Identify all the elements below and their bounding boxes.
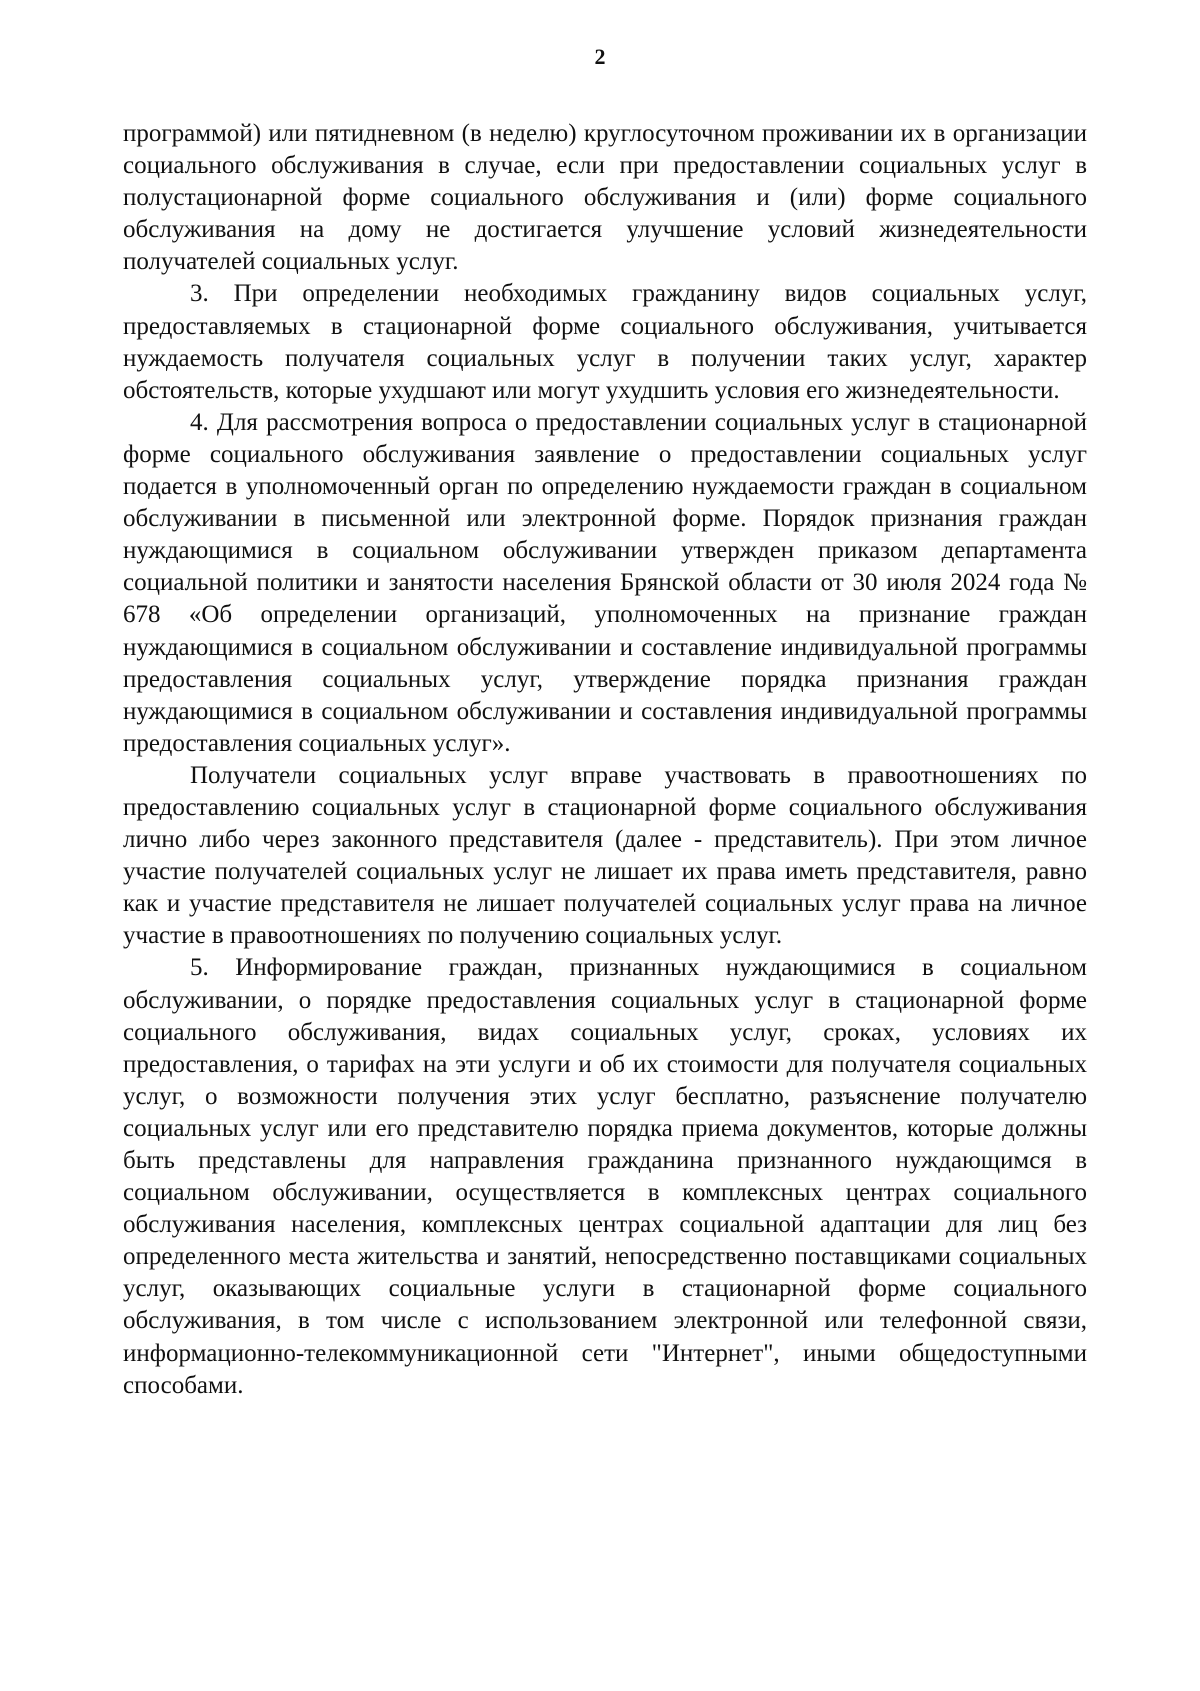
paragraph-continuation: программой) или пятидневном (в неделю) круглосуточном проживании их в организации социального обслуживания в случае, если при предоставлении социальных услуг в полустационарной форме социального обслуживания и (или) форме социального обслуживания на дому не достигается улучшение условий жизнедеятельности получателей социальных услуг. — [123, 120, 1087, 276]
paragraph-item-3: 3. При определении необходимых гражданину видов социальных услуг, предоставляемых в стационарной форме социального обслуживания, учитывается нуждаемость получателя социальных услуг в получении таких услуг, характер обстоятельств, которые ухудшают или могут ухудшить условия его жизнедеятельности. — [123, 280, 1087, 404]
paragraph-item-5: 5. Информирование граждан, признанных нуждающимися в социальном обслуживании, о порядке предоставления социальных услуг в стационарной форме социального обслуживания, видах социальных услуг, сроках, условиях их предоставления, о тарифах на эти услуги и об их стоимости для получателя социальных услуг, о возможности получения этих услуг бесплатно, разъяснение получателю социальных услуг или его представителю порядка приема документов, которые должны быть представлены для направления гражданина признанного нуждающимся в социальном обслуживании, осуществляется в комплексных центрах социального обслуживания населения, комплексных центрах социальной адаптации для лиц без определенного места жительства и занятий, непосредственно поставщиками социальных услуг, оказывающих социальные услуги в стационарной форме социального обслуживания, в том числе с использованием электронной или телефонной связи, информационно-телекоммуникационной сети "Интернет", иными общедоступными способами. — [123, 954, 1087, 1399]
page-number: 2 — [594, 44, 606, 69]
paragraph-representatives: Получатели социальных услуг вправе участвовать в правоотношениях по предоставлению социальных услуг в стационарной форме социального обслуживания лично либо через законного представителя (далее - представитель). При этом личное участие получателей социальных услуг не лишает их права иметь представителя, равно как и участие представителя не лишает получателей социальных услуг права на личное участие в правоотношениях по получению социальных услуг. — [123, 761, 1087, 950]
document-body — [123, 118, 1087, 1402]
paragraph-item-4: 4. Для рассмотрения вопроса о предоставлении социальных услуг в стационарной форме социального обслуживания заявление о предоставлении социальных услуг подается в уполномоченный орган по определению нуждаемости граждан в социальном обслуживании в письменной или электронной форме. Порядок признания граждан нуждающимися в социальном обслуживании утвержден приказом департамента социальной политики и занятости населения Брянской области от 30 июля 2024 года № 678 «Об определении организаций, уполномоченных на признание граждан нуждающимися в социальном обслуживании и составление индивидуальной программы предоставления социальных услуг, утверждение порядка признания граждан нуждающимися в социальном обслуживании и составления индивидуальной программы предоставления социальных услуг». — [123, 408, 1087, 757]
